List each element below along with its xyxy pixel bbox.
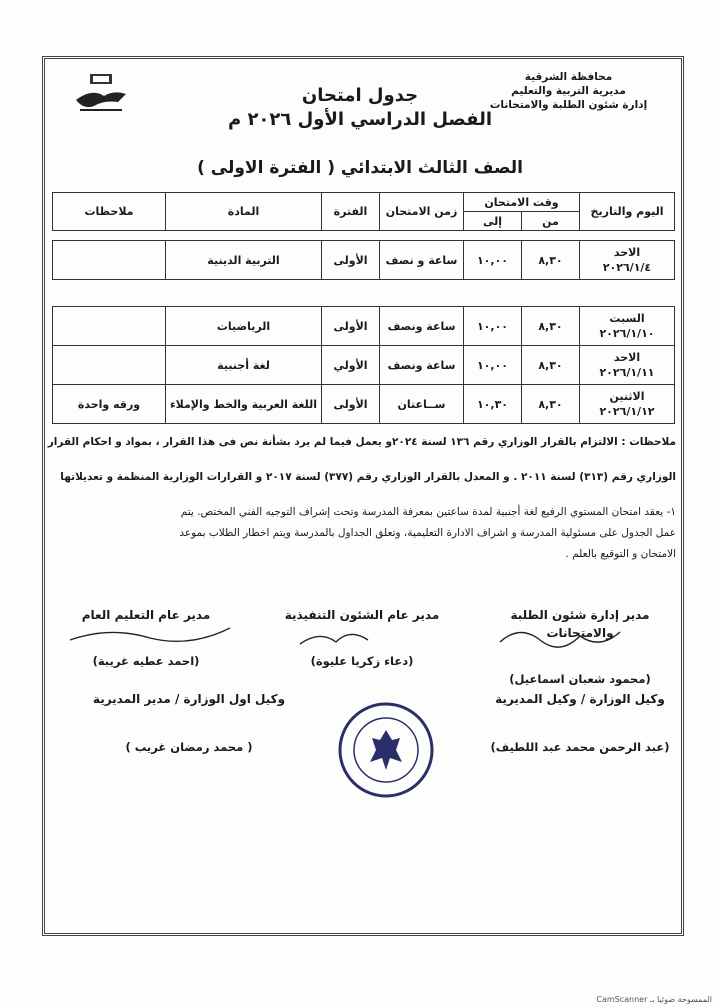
signature-name: (دعاء زكريا عليوة)	[310, 654, 414, 668]
notes-cell: ورقه واحدة	[53, 385, 166, 424]
signature-title: وكيل الوزارة / وكيل المديرية	[495, 692, 665, 706]
col-notes: ملاحظات	[53, 193, 166, 231]
duration-cell: ساعة ونصف	[380, 346, 464, 385]
schedule-rows-table	[52, 306, 675, 424]
period-cell: الأولي	[322, 346, 380, 385]
col-duration: زمن الامتحان	[380, 193, 464, 231]
day-label: الاحد	[613, 246, 641, 259]
date-label: ٢٠٢٦/١/٤	[602, 261, 652, 274]
department-line: إدارة شئون الطلبة والامتحانات	[489, 99, 648, 111]
scanner-watermark: CamScanner الممسوحة ضوئيا بـ	[596, 995, 712, 1004]
notes-cell	[53, 241, 166, 280]
title-line-2: الفصل الدراسي الأول ٢٠٢٦ م	[227, 109, 493, 130]
from-cell: ٨,٣٠	[522, 241, 580, 280]
subject-cell: الرياضيات	[166, 307, 322, 346]
subject-cell: اللغة العربية والخط والإملاء	[166, 385, 322, 424]
subject-cell: لغة أجنبية	[166, 346, 322, 385]
subject-cell: التربية الدينية	[166, 241, 322, 280]
day-label: الاحد	[613, 351, 641, 364]
day-label: الاثنين	[609, 390, 645, 403]
note-line-5: الامتحان و التوقيع بالعلم .	[565, 548, 676, 560]
signature-name: (احمد عطيه غريبة)	[92, 654, 200, 668]
col-exam-time: وقت الامتحان	[464, 193, 580, 212]
note-line-4: عمل الجدول على مسئولية المدرسة و اشراف الادارة التعليمية، وتعلق الجداول بالمدرسة ويتم اخطار الطلاب بموعد	[179, 527, 676, 539]
note-line-2: الوزاري رقم (٣١٣) لسنة ٢٠١١ . و المعدل بالقرار الوزاري رقم (٣٧٧) لسنة ٢٠١٧ و القرارات الوزارية المنظمة و تعديلاتها	[60, 471, 676, 483]
signature-title: مدير إدارة شئون الطلبة والامتحانات	[510, 608, 650, 640]
signature-name: (محمود شعبان اسماعيل)	[509, 672, 651, 686]
from-cell: ٨,٣٠	[522, 385, 580, 424]
signature-name: (عبد الرحمن محمد عبد اللطيف)	[490, 740, 670, 754]
signature-title: وكيل اول الوزارة / مدير المديرية	[92, 692, 286, 706]
directorate-line: مديرية التربية والتعليم	[511, 85, 626, 97]
note-line-3: ١- يعقد امتحان المستوي الرفيع لغة أجنبية لمدة ساعتين بمعرفة المدرسة وتحت إشراف التوجيه الفني المختص. يتم	[180, 506, 676, 518]
signature-title: مدير عام الشئون التنفيذية	[284, 608, 440, 622]
handwritten-signatures-icon	[0, 620, 720, 660]
from-cell: ٨,٣٠	[522, 346, 580, 385]
duration-cell: ســاعتان	[380, 385, 464, 424]
day-date-cell	[580, 346, 675, 385]
day-date-cell	[580, 385, 675, 424]
governorate-line: محافظة الشرقية	[524, 71, 613, 83]
table-row	[53, 241, 675, 280]
to-cell: ١٠,٠٠	[464, 307, 522, 346]
signature-first-deputy	[74, 690, 304, 756]
col-day-date: اليوم والتاريخ	[580, 193, 675, 231]
period-cell: الأولى	[322, 307, 380, 346]
schedule-row-table	[52, 240, 675, 280]
to-cell: ١٠,٣٠	[464, 385, 522, 424]
period-cell: الأولى	[322, 241, 380, 280]
day-date-cell	[580, 241, 675, 280]
official-seal-icon	[336, 700, 436, 800]
grade-subtitle: الصف الثالث الابتدائي ( الفترة الاولى )	[197, 158, 523, 178]
notes-cell	[53, 307, 166, 346]
ministry-logo-icon	[72, 70, 130, 126]
table-row	[53, 346, 675, 385]
period-cell: الأولى	[322, 385, 380, 424]
from-cell: ٨,٣٠	[522, 307, 580, 346]
date-label: ٢٠٢٦/١/١٢	[599, 405, 655, 418]
notes-block	[40, 432, 676, 565]
day-date-cell	[580, 307, 675, 346]
duration-cell: ساعة ونصف	[380, 307, 464, 346]
signature-name: ( محمد رمضان غريب )	[125, 740, 253, 754]
note-line-1: ملاحظات : الالتزام بالقرار الوزاري رقم ١٣٦ لسنة ٢٠٢٤و يعمل فيما لم يرد بشأنة نص فى هذا القرار ، بمواد و احكام القرار	[47, 436, 676, 448]
col-period: الفترة	[322, 193, 380, 231]
duration-cell: ساعة و نصف	[380, 241, 464, 280]
signature-title: مدير عام التعليم العام	[81, 608, 211, 622]
to-cell: ١٠,٠٠	[464, 346, 522, 385]
col-subject: المادة	[166, 193, 322, 231]
col-from: من	[522, 212, 580, 231]
signature-deputy-minister	[480, 690, 680, 756]
page-title	[210, 84, 510, 132]
table-row	[53, 385, 675, 424]
date-label: ٢٠٢٦/١/١٠	[599, 327, 655, 340]
to-cell: ١٠,٠٠	[464, 241, 522, 280]
col-to: إلى	[464, 212, 522, 231]
title-line-1: جدول امتحان	[301, 85, 419, 106]
notes-cell	[53, 346, 166, 385]
date-label: ٢٠٢٦/١/١١	[599, 366, 655, 379]
day-label: السبت	[609, 312, 645, 325]
schedule-header-table	[52, 192, 675, 231]
table-row	[53, 307, 675, 346]
